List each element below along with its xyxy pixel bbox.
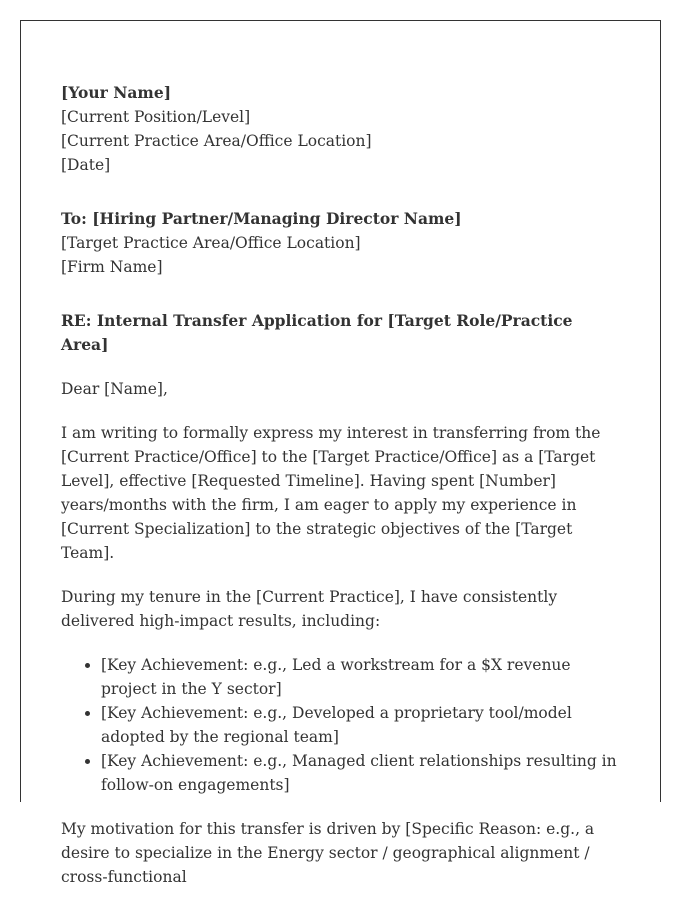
sender-position: [Current Position/Level] [61, 108, 251, 126]
recipient-block [61, 207, 621, 279]
achievements-list [61, 653, 621, 797]
sender-name: [Your Name] [61, 83, 172, 102]
recipient-to-line: To: [Hiring Partner/Managing Director Name] [61, 209, 462, 228]
letter-body [61, 81, 621, 909]
intro-paragraph: I am writing to formally express my interest in transferring from the [Current Practice/Office] to the [Target Practice/Office] as a [Target Level], effective [Requested Timeline]. Having spent [Number] years/months with the firm, I am eager to apply my experience in [Current Specialization] to the strategic objectives of the [Target Team]. [61, 424, 601, 562]
achievement-item: • [Key Achievement: e.g., Managed client relationships resulting in follow-on engagements] [101, 749, 621, 797]
letter-date: [Date] [61, 156, 111, 174]
recipient-firm: [Firm Name] [61, 258, 163, 276]
letter-page [20, 20, 661, 886]
recipient-practice: [Target Practice Area/Office Location] [61, 234, 361, 252]
achievement-item: • [Key Achievement: e.g., Developed a proprietary tool/model adopted by the regional team] [101, 701, 621, 749]
subject-line: RE: Internal Transfer Application for [Target Role/Practice Area] [61, 311, 573, 354]
sender-practice: [Current Practice Area/Office Location] [61, 132, 372, 150]
sender-block [61, 81, 621, 177]
tenure-paragraph: During my tenure in the [Current Practice], I have consistently delivered high-impact results, including: [61, 588, 558, 630]
achievement-item: • [Key Achievement: e.g., Led a workstream for a $X revenue project in the Y sector] [101, 653, 621, 701]
salutation: Dear [Name], [61, 380, 168, 398]
motivation-paragraph: My motivation for this transfer is driven by [Specific Reason: e.g., a desire to specialize in the Energy sector / geographical alignment / cross-functional [61, 820, 595, 886]
